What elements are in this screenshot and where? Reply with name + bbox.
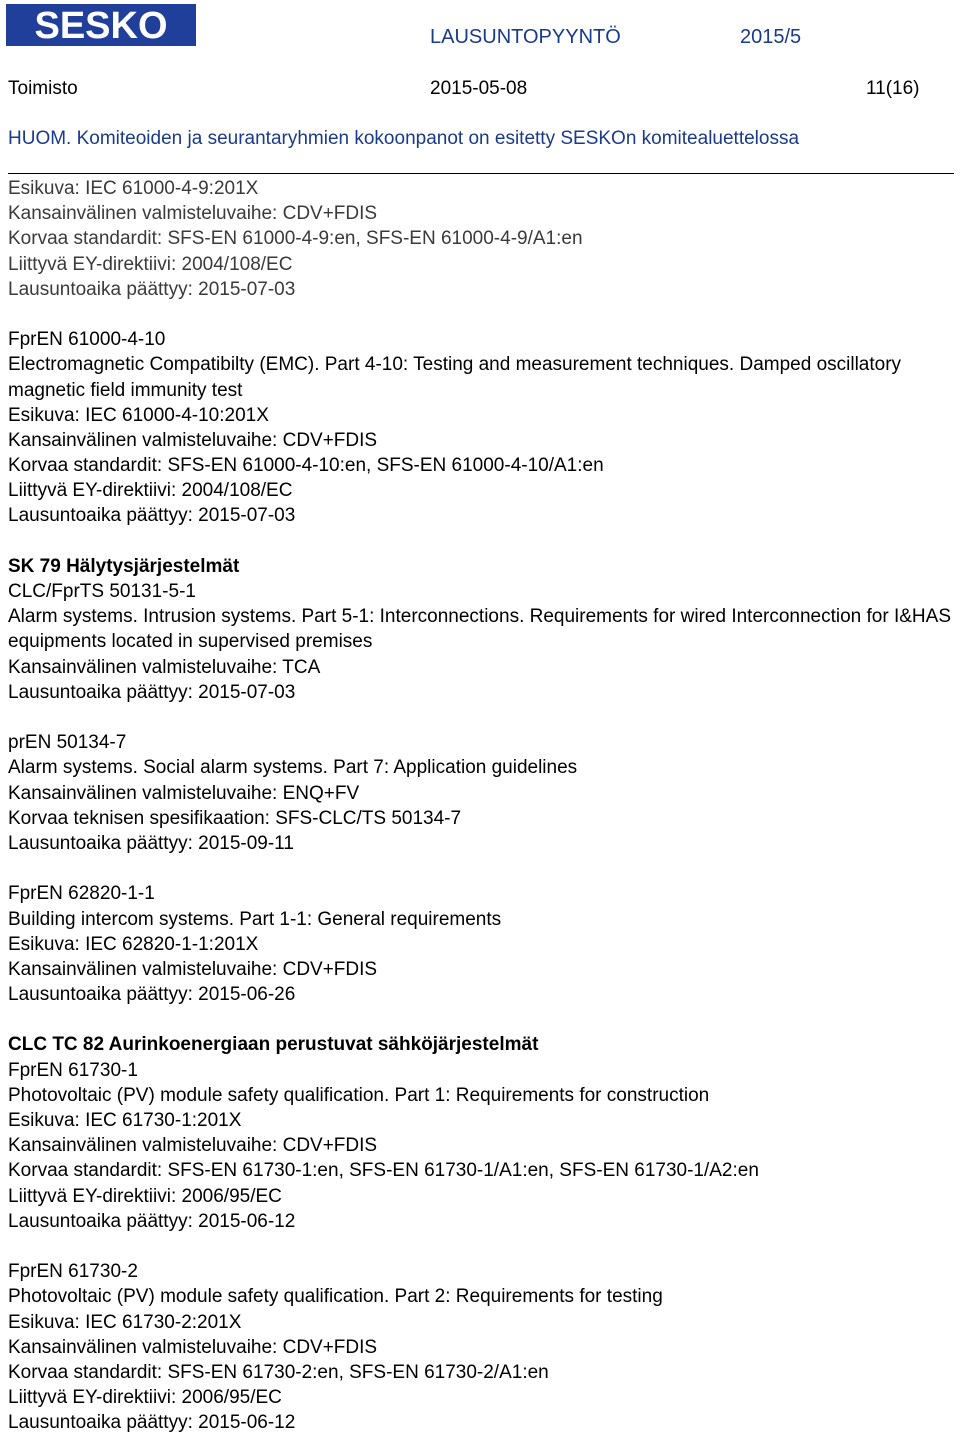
deadline-line: Lausuntoaika päättyy: 2015-06-12 <box>8 1210 296 1232</box>
document-date: 2015-05-08 <box>430 78 528 99</box>
directive-line: Liittyvä EY-direktiivi: 2006/95/EC <box>8 1387 282 1409</box>
deadline-line: Lausuntoaika päättyy: 2015-07-03 <box>8 681 296 703</box>
sesko-logo <box>6 0 198 48</box>
deadline-line: Lausuntoaika päättyy: 2015-07-03 <box>8 505 296 527</box>
reference-line: Esikuva: IEC 61000-4-10:201X <box>8 404 269 426</box>
directive-line: Liittyvä EY-direktiivi: 2004/108/EC <box>8 480 293 502</box>
reference-line: Esikuva: IEC 61730-2:201X <box>8 1311 242 1333</box>
reference-line: Esikuva: IEC 61000-4-9:201X <box>8 178 259 199</box>
committee-heading: CLC TC 82 Aurinkoenergiaan perustuvat sähköjärjestelmät <box>8 1034 539 1056</box>
replaces-line: Korvaa standardit: SFS-EN 61000-4-9:en, SFS-EN 61000-4-9/A1:en <box>8 228 583 250</box>
standard-title: Electromagnetic Compatibilty (EMC). Part 4-10: Testing and measurement techniques. Damped oscillatory magnetic field immunity test <box>8 354 902 401</box>
standard-title: Photovoltaic (PV) module safety qualification. Part 2: Requirements for testing <box>8 1286 663 1308</box>
document-body <box>8 176 953 1435</box>
standard-id: FprEN 62820-1-1 <box>8 883 155 905</box>
document-type: LAUSUNTOPYYNTÖ <box>430 26 621 48</box>
standard-id: FprEN 61730-2 <box>8 1261 138 1283</box>
stage-line: Kansainvälinen valmisteluvaihe: ENQ+FV <box>8 782 360 804</box>
directive-line: Liittyvä EY-direktiivi: 2004/108/EC <box>8 253 293 275</box>
directive-line: Liittyvä EY-direktiivi: 2006/95/EC <box>8 1185 282 1207</box>
replaces-line: Korvaa standardit: SFS-EN 61730-1:en, SFS-EN 61730-1/A1:en, SFS-EN 61730-1/A2:en <box>8 1160 759 1182</box>
stage-line: Kansainvälinen valmisteluvaihe: TCA <box>8 656 321 678</box>
standard-id: CLC/FprTS 50131-5-1 <box>8 581 196 603</box>
replaces-line: Korvaa standardit: SFS-EN 61730-2:en, SFS-EN 61730-2/A1:en <box>8 1361 549 1383</box>
stage-line: Kansainvälinen valmisteluvaihe: CDV+FDIS <box>8 429 378 451</box>
stage-line: Kansainvälinen valmisteluvaihe: CDV+FDIS <box>8 1135 378 1157</box>
page-number: 11(16) <box>866 78 920 99</box>
replaces-line: Korvaa teknisen spesifikaation: SFS-CLC/TS 50134-7 <box>8 807 462 829</box>
notice-text: HUOM. Komiteoiden ja seurantaryhmien kokoonpanot on esitetty SESKOn komitealuettelossa <box>8 128 800 149</box>
deadline-line: Lausuntoaika päättyy: 2015-09-11 <box>8 832 294 854</box>
standard-title: Alarm systems. Intrusion systems. Part 5-1: Interconnections. Requirements for wired Interconnection for I&HAS equipments located in supervised premises <box>8 606 951 653</box>
header-divider <box>8 173 954 174</box>
reference-line: Esikuva: IEC 61730-1:201X <box>8 1110 242 1131</box>
deadline-line: Lausuntoaika päättyy: 2015-06-26 <box>8 984 296 1006</box>
standard-id: prEN 50134-7 <box>8 732 127 754</box>
standard-id: FprEN 61000-4-10 <box>8 329 166 351</box>
stage-line: Kansainvälinen valmisteluvaihe: CDV+FDIS <box>8 203 378 225</box>
document-number: 2015/5 <box>740 26 802 48</box>
reference-line: Esikuva: IEC 62820-1-1:201X <box>8 933 259 955</box>
committee-heading: SK 79 Hälytysjärjestelmät <box>8 555 240 577</box>
logo-text: SESKO <box>34 5 168 47</box>
standard-id: FprEN 61730-1 <box>8 1059 138 1081</box>
standard-title: Alarm systems. Social alarm systems. Part 7: Application guidelines <box>8 757 578 779</box>
replaces-line: Korvaa standardit: SFS-EN 61000-4-10:en, SFS-EN 61000-4-10/A1:en <box>8 455 604 477</box>
deadline-line: Lausuntoaika päättyy: 2015-06-12 <box>8 1412 296 1434</box>
standard-title: Building intercom systems. Part 1-1: General requirements <box>8 908 502 930</box>
standard-title: Photovoltaic (PV) module safety qualification. Part 1: Requirements for construction <box>8 1084 710 1106</box>
department: Toimisto <box>8 78 78 99</box>
deadline-line: Lausuntoaika päättyy: 2015-07-03 <box>8 278 296 300</box>
stage-line: Kansainvälinen valmisteluvaihe: CDV+FDIS <box>8 1336 378 1358</box>
stage-line: Kansainvälinen valmisteluvaihe: CDV+FDIS <box>8 958 378 980</box>
